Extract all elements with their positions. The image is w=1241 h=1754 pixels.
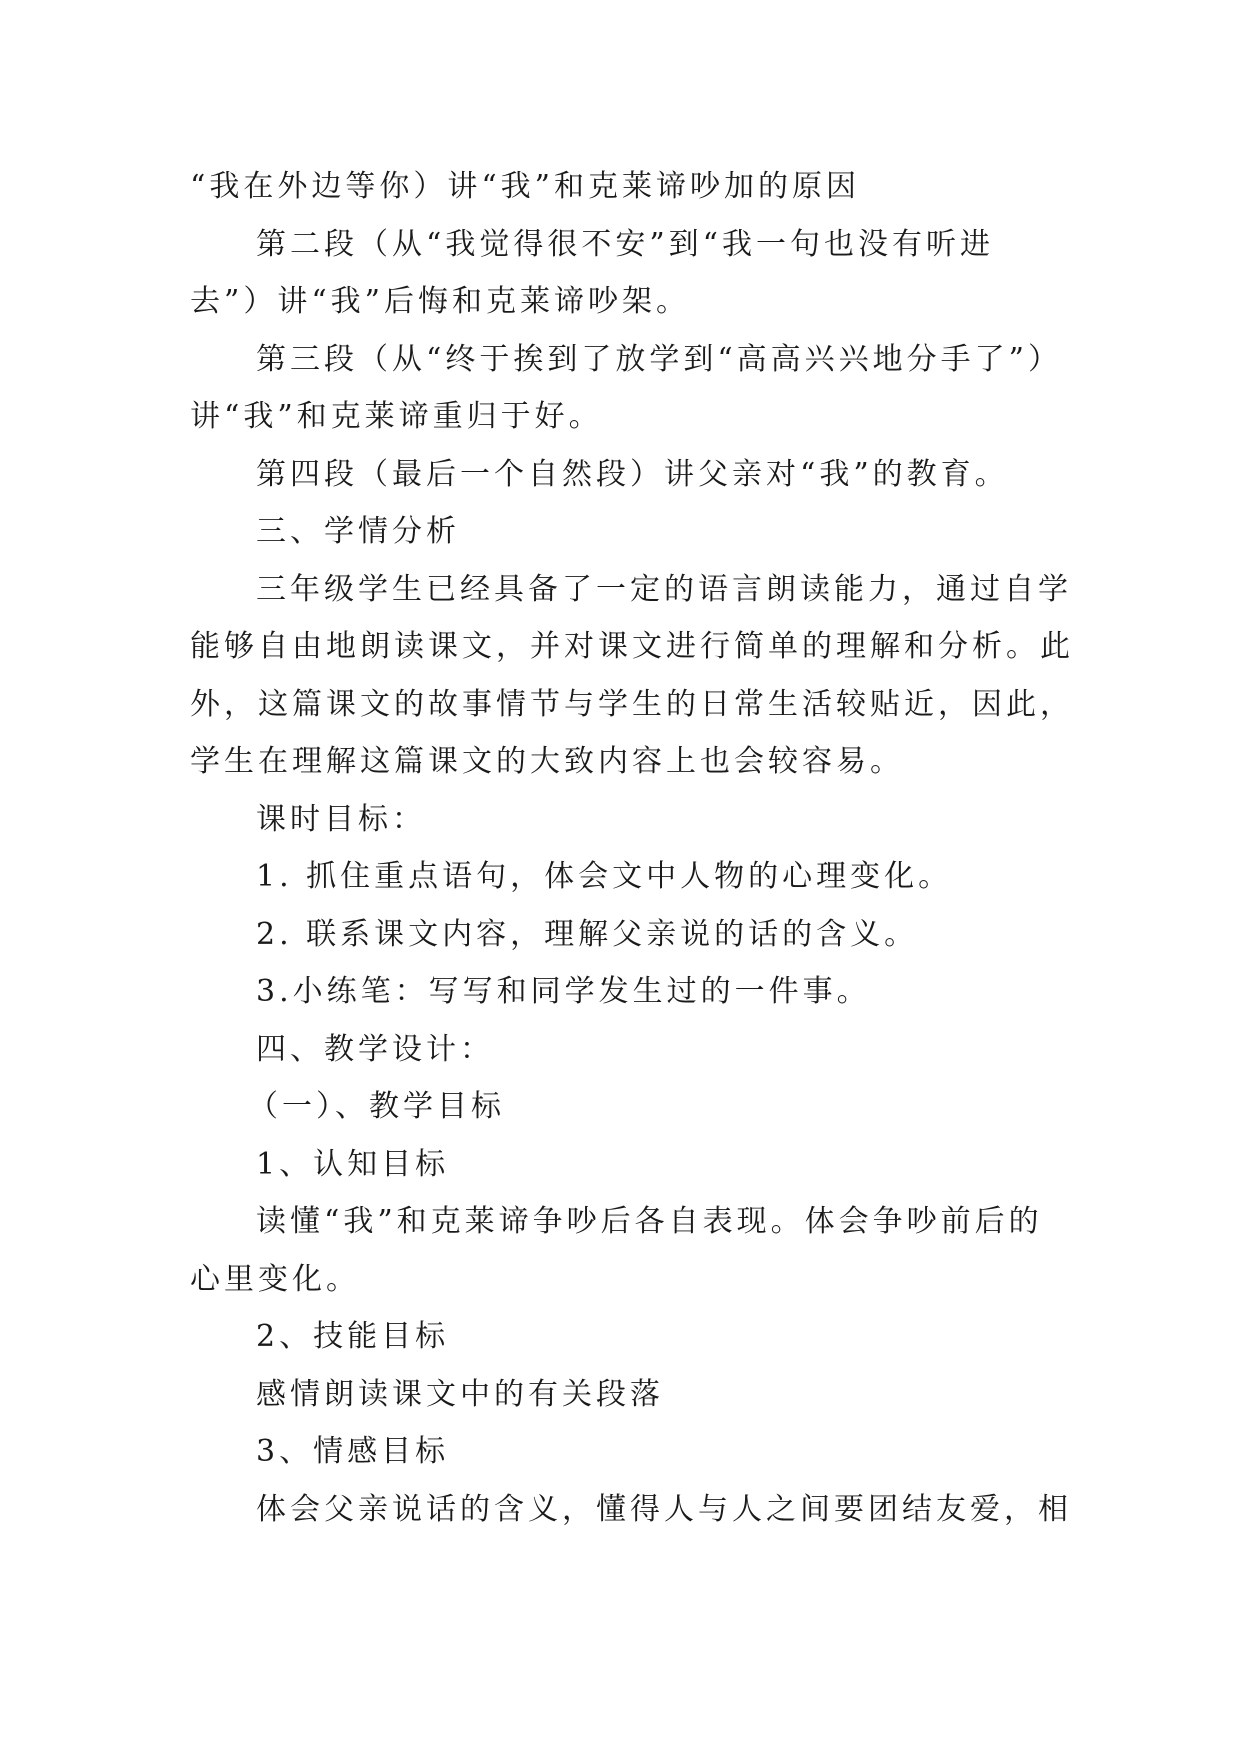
subheading: 2、技能目标 bbox=[256, 1319, 450, 1354]
list-item: 2. 联系课文内容，理解父亲说的话的含义。 bbox=[256, 916, 919, 952]
paragraph-line: 讲“我”和克莱谛重归于好。 bbox=[190, 399, 603, 434]
paragraph-line: 第四段（最后一个自然段）讲父亲对“我”的教育。 bbox=[256, 456, 1009, 492]
paragraph-line: 去”）讲“我”后悔和克莱谛吵架。 bbox=[190, 284, 691, 319]
paragraph-line: 读懂“我”和克莱谛争吵后各自表现。体会争吵前后的 bbox=[256, 1204, 1043, 1239]
paragraph-line: 感情朗读课文中的有关段落 bbox=[256, 1376, 664, 1412]
subheading: 1、认知目标 bbox=[256, 1146, 450, 1182]
paragraph-line: 第二段（从“我觉得很不安”到“我一句也没有听进 bbox=[256, 226, 995, 262]
subheading: 3、情感目标 bbox=[256, 1434, 450, 1469]
paragraph-line: 三年级学生已经具备了一定的语言朗读能力，通过自学 bbox=[256, 571, 1072, 607]
paragraph-line: 体会父亲说话的含义，懂得人与人之间要团结友爱，相 bbox=[256, 1491, 1072, 1527]
paragraph-line: 外，这篇课文的故事情节与学生的日常生活较贴近，因此， bbox=[190, 686, 1074, 722]
paragraph-line: 能够自由地朗读课文，并对课文进行简单的理解和分析。此 bbox=[190, 629, 1074, 664]
list-item: 3.小练笔：写写和同学发生过的一件事。 bbox=[256, 974, 871, 1009]
paragraph-line: 学生在理解这篇课文的大致内容上也会较容易。 bbox=[190, 744, 904, 779]
subheading: （一）、教学目标 bbox=[248, 1089, 505, 1124]
document-body bbox=[190, 158, 1074, 1538]
paragraph-line: 第三段（从“终于挨到了放学到“高高兴兴地分手了”） bbox=[256, 341, 1063, 377]
section-heading: 四、教学设计： bbox=[256, 1031, 494, 1067]
subheading: 课时目标： bbox=[256, 801, 426, 837]
list-item: 1. 抓住重点语句，体会文中人物的心理变化。 bbox=[256, 859, 953, 894]
paragraph-line: “我在外边等你）讲“我”和克莱谛吵加的原因 bbox=[190, 169, 861, 204]
section-heading: 三、学情分析 bbox=[256, 514, 460, 549]
paragraph-line: 心里变化。 bbox=[190, 1261, 360, 1297]
